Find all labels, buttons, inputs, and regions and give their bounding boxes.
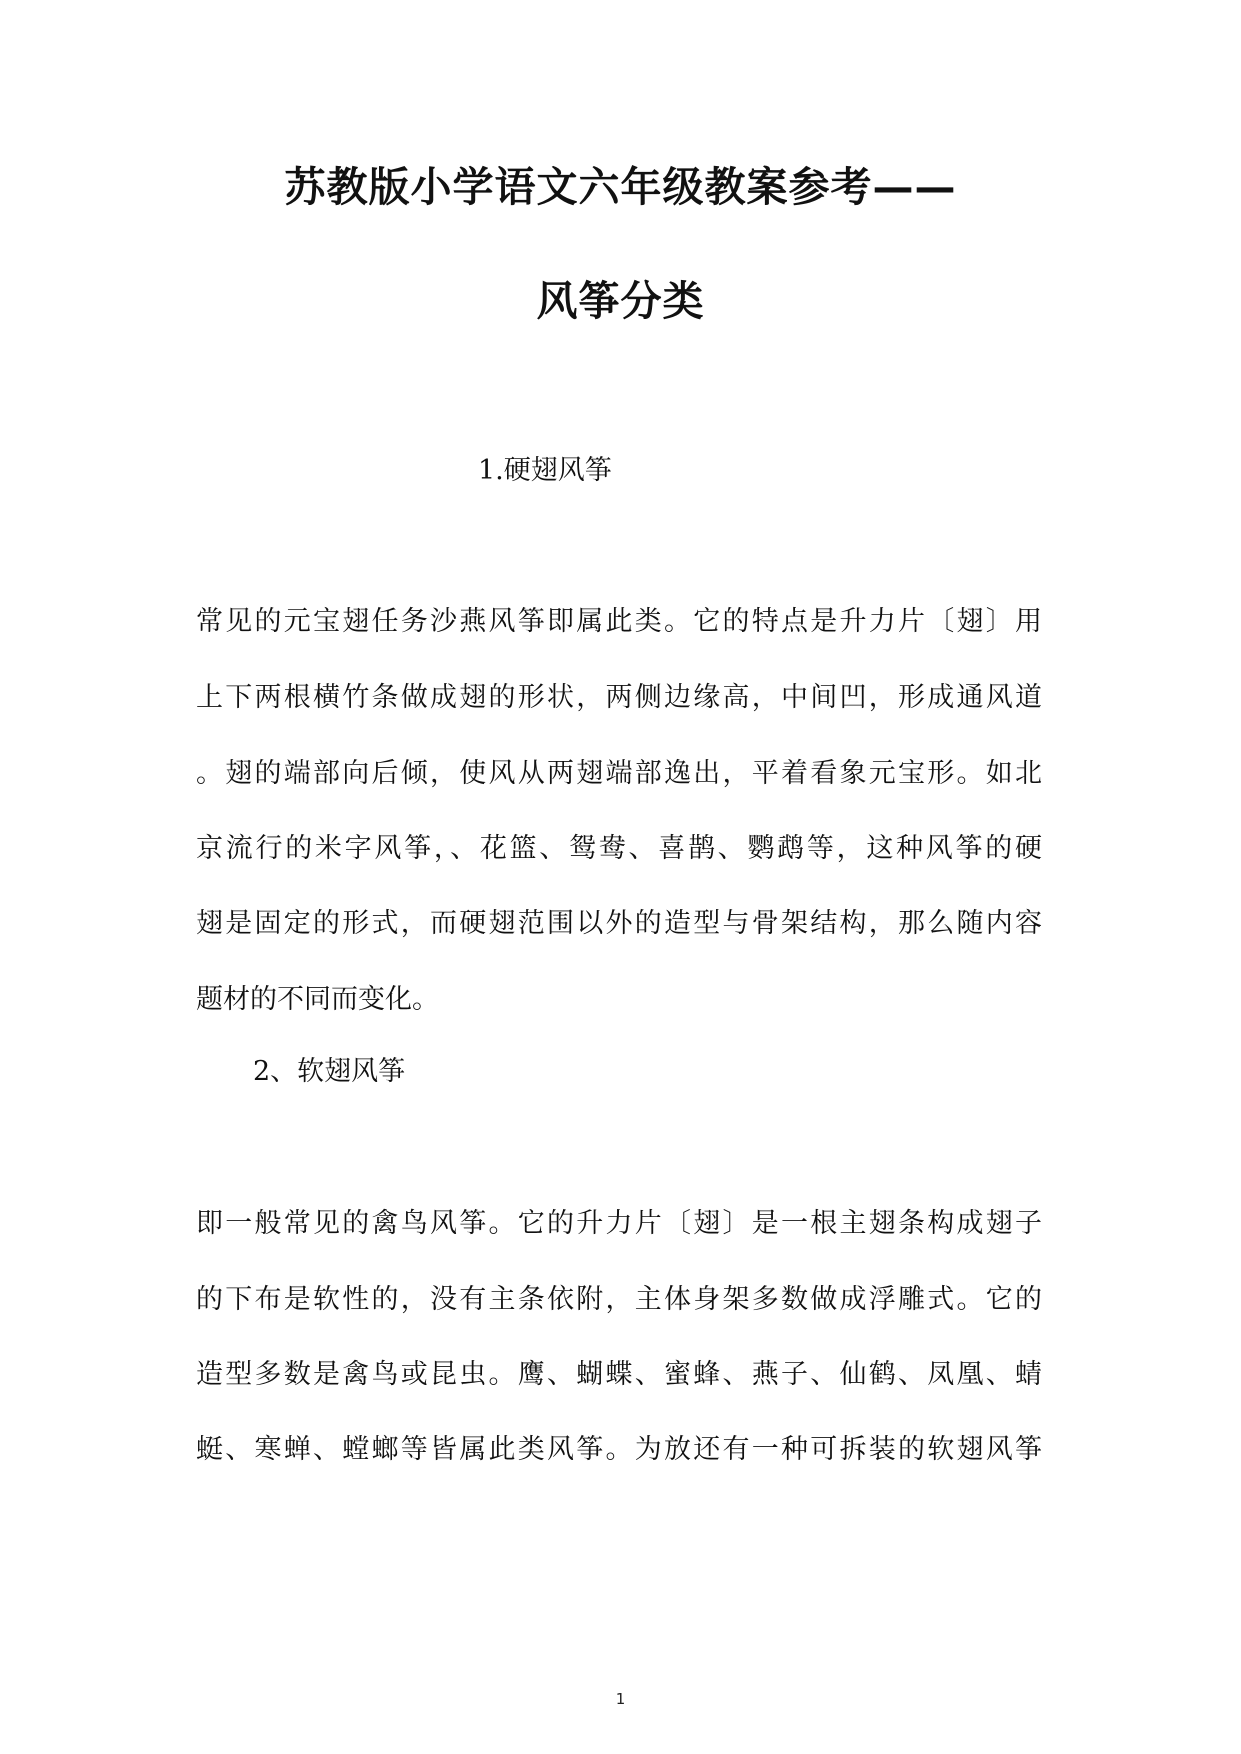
paragraph-line: 常见的元宝翅任务沙燕风筝即属此类。它的特点是升力片〔翅〕用 [196, 606, 1042, 637]
section-heading-hard-wing: 1.硬翅风筝 [478, 455, 612, 486]
paragraph-line: 上下两根横竹条做成翅的形状，两侧边缘高，中间凹，形成通风道 [196, 682, 1042, 713]
paragraph-line: 造型多数是禽鸟或昆虫。鹰、蝴蝶、蜜蜂、燕子、仙鹤、凤凰、蜻 [196, 1359, 1042, 1390]
document-title-line-2: 风筝分类 [536, 277, 705, 325]
section-heading-soft-wing: 2、软翅风筝 [253, 1056, 406, 1087]
paragraph-line: 蜓、寒蝉、螳螂等皆属此类风筝。为放还有一种可拆装的软翅风筝 [196, 1434, 1042, 1465]
paragraph-line: 的下布是软性的，没有主条依附，主体身架多数做成浮雕式。它的 [196, 1284, 1042, 1315]
paragraph-line: 翅是固定的形式，而硬翅范围以外的造型与骨架结构，那么随内容 [196, 908, 1042, 939]
paragraph-line: 题材的不同而变化。 [196, 984, 439, 1015]
paragraph-line: 。翅的端部向后倾，使风从两翅端部逸出，平着看象元宝形。如北 [196, 758, 1042, 789]
paragraph-line: 即一般常见的禽鸟风筝。它的升力片〔翅〕是一根主翅条构成翅子 [196, 1208, 1042, 1239]
document-title-line-1: 苏教版小学语文六年级教案参考—— [284, 163, 957, 211]
paragraph-line: 京流行的米字风筝，、花篮、鸳鸯、喜鹊、鹦鹉等，这种风筝的硬 [196, 833, 1042, 864]
page-number: 1 [615, 1690, 626, 1708]
